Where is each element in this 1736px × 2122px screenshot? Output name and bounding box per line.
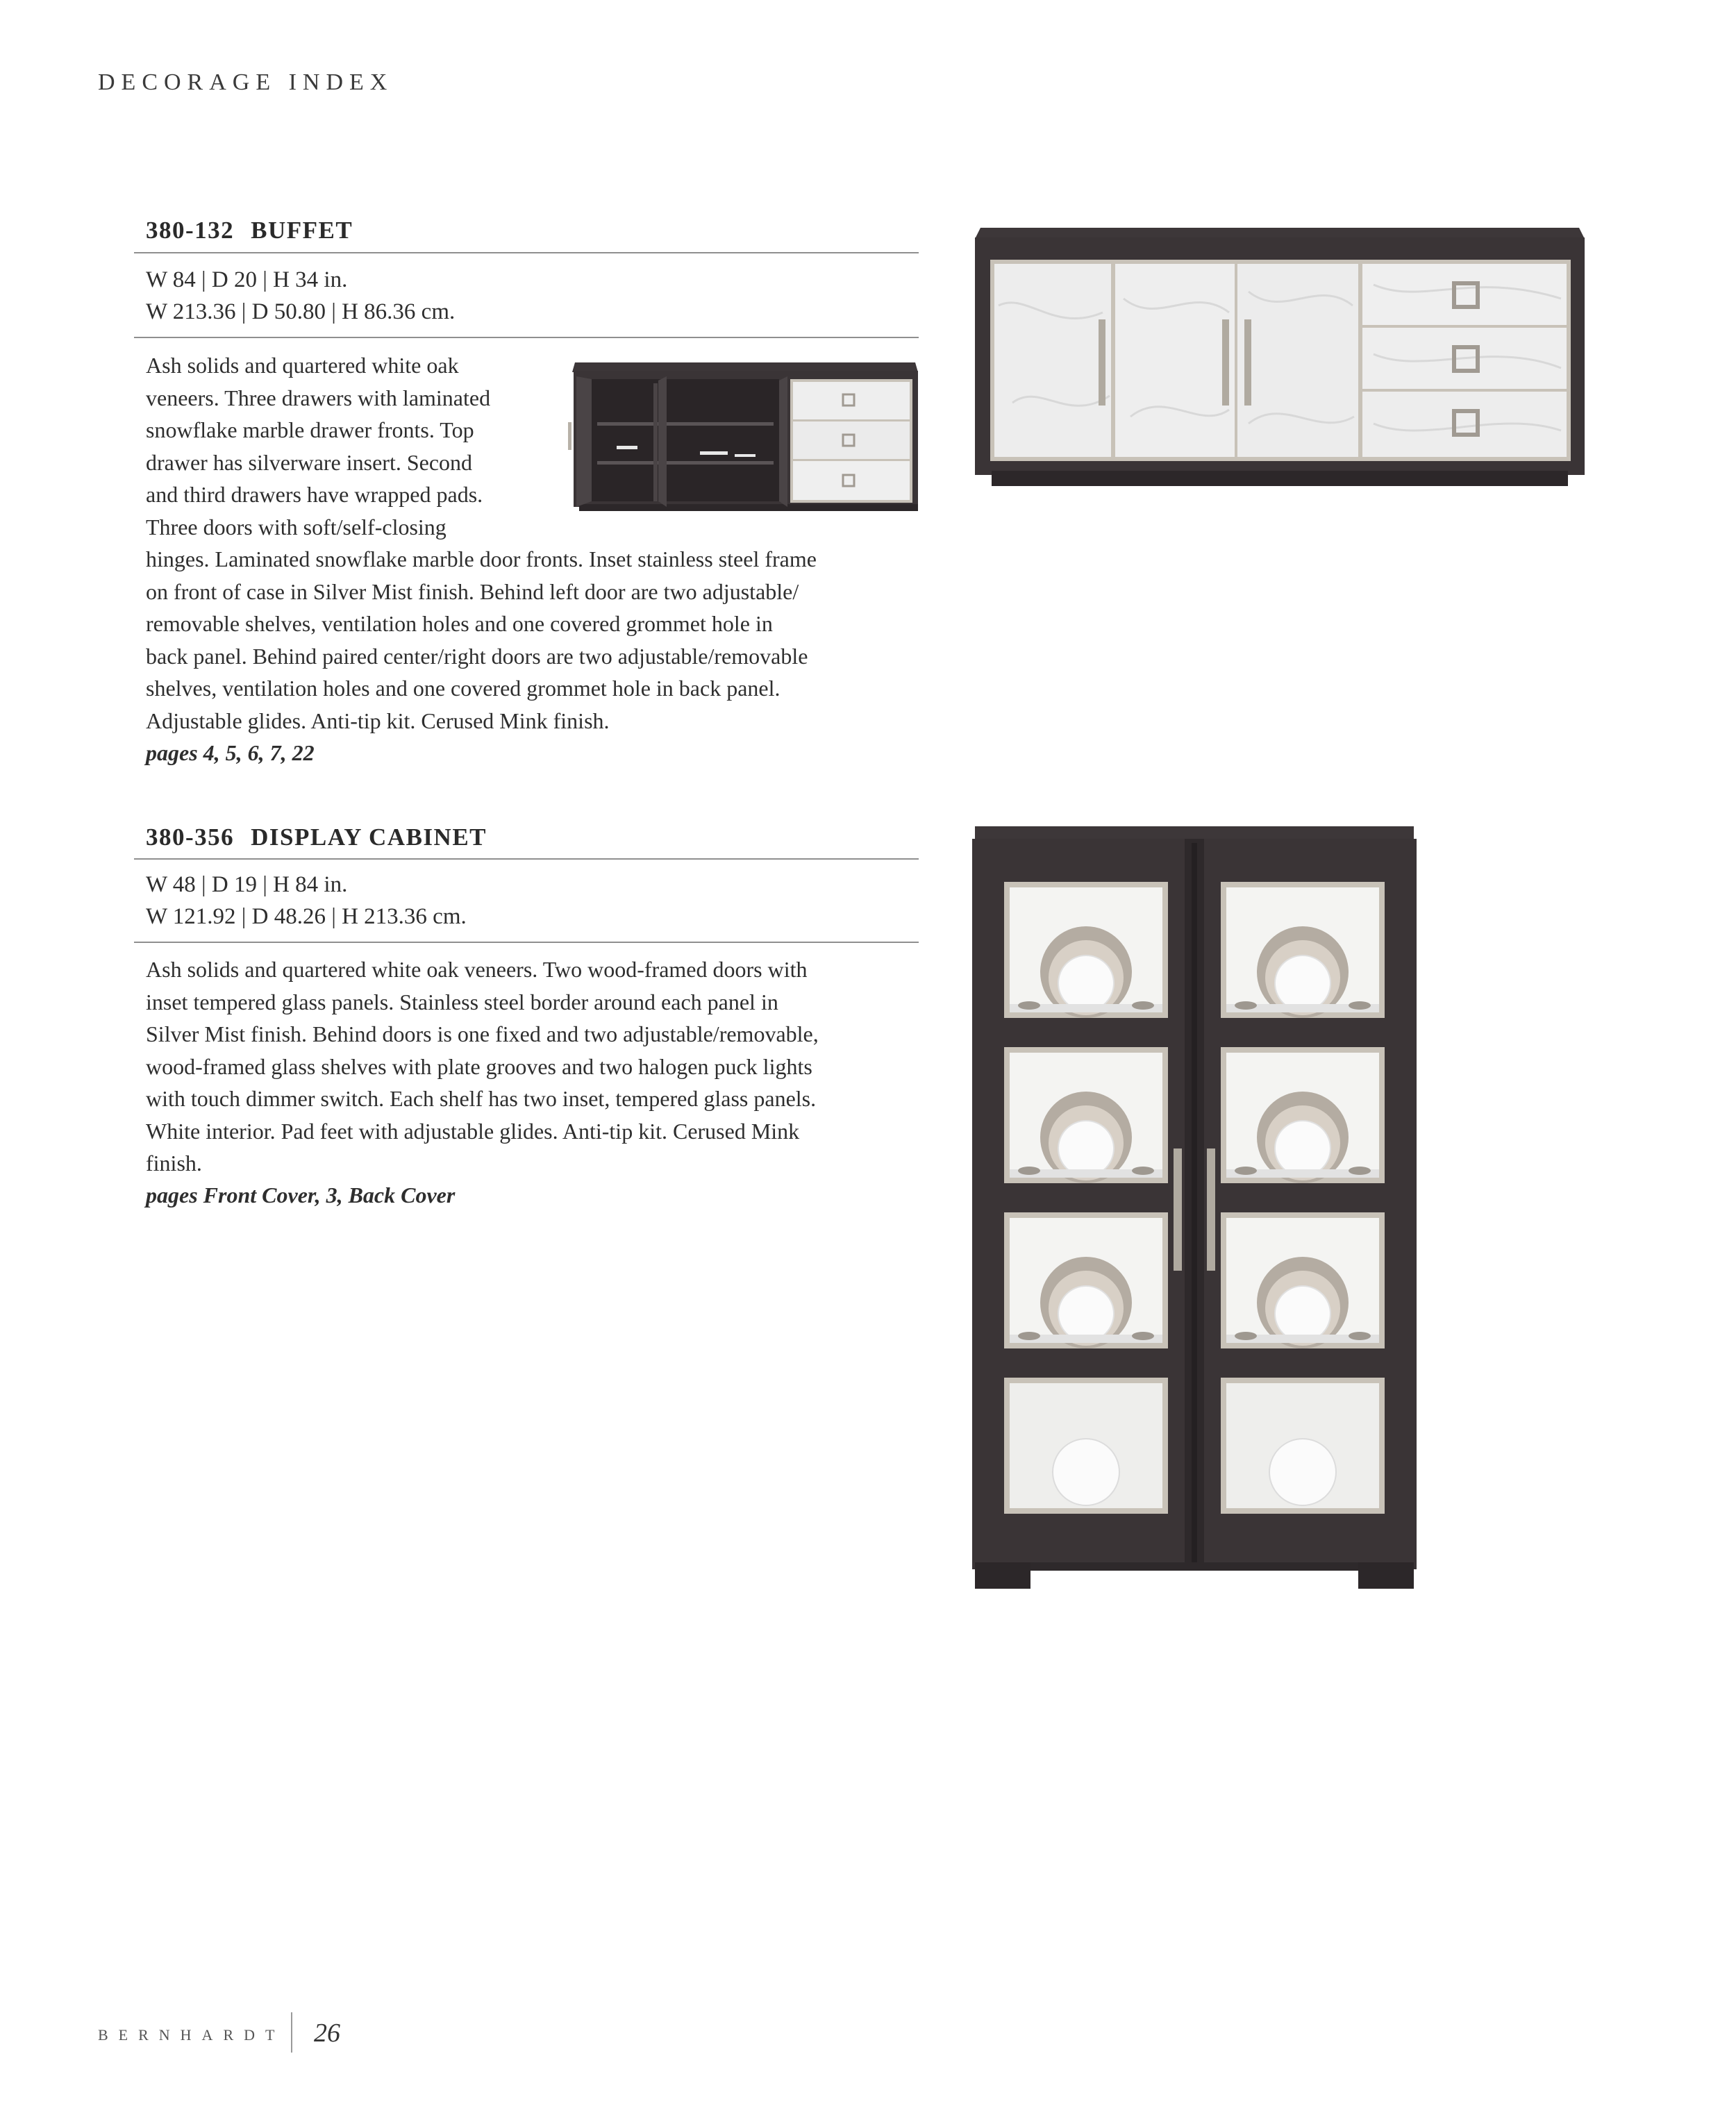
buffet-dimensions-cm: W 213.36 | D 50.80 | H 86.36 cm.: [146, 299, 456, 324]
cabinet-dimensions-cm: W 121.92 | D 48.26 | H 213.36 cm.: [146, 904, 467, 929]
buffet-heading: [146, 217, 353, 244]
buffet-pages: pages 4, 5, 6, 7, 22: [146, 740, 315, 765]
cabinet-desc-line: White interior. Pad feet with adjustable glides. Anti-tip kit. Cerused Mink: [146, 1118, 800, 1144]
buffet-desc-line: on front of case in Silver Mist finish. Behind left door are two adjustable/: [146, 578, 799, 604]
buffet-desc-line: hinges. Laminated snowflake marble door fronts. Inset stainless steel frame: [146, 546, 817, 571]
buffet-desc-line: Adjustable glides. Anti-tip kit. Cerused Mink finish.: [146, 708, 610, 733]
cabinet-dimensions-in: W 48 | D 19 | H 84 in.: [146, 872, 348, 897]
buffet-desc-line: removable shelves, ventilation holes and one covered grommet hole in: [146, 611, 773, 636]
buffet-desc-line: back panel. Behind paired center/right doors are two adjustable/removable: [146, 643, 808, 669]
buffet-dimensions-rule: [134, 337, 919, 338]
buffet-desc-line: drawer has silverware insert. Second: [146, 449, 473, 475]
cabinet-heading: [146, 824, 487, 851]
buffet-desc-line: snowflake marble drawer fronts. Top: [146, 417, 474, 442]
page-header-title: DECORAGE INDEX: [98, 69, 394, 95]
buffet-desc-line: Three doors with soft/self-closing: [146, 514, 446, 540]
buffet-desc-line: Ash solids and quartered white oak: [146, 353, 459, 378]
cabinet-dimensions-rule: [134, 942, 919, 943]
buffet-heading-rule: [134, 252, 919, 253]
cabinet-pages: pages Front Cover, 3, Back Cover: [146, 1183, 456, 1208]
cabinet-desc-line: Silver Mist finish. Behind doors is one fixed and two adjustable/removable,: [146, 1021, 819, 1046]
footer-divider: [291, 2012, 292, 2053]
buffet-open-image: [561, 358, 922, 514]
cabinet-desc-line: with touch dimmer switch. Each shelf has two inset, tempered glass panels.: [146, 1086, 817, 1111]
buffet-desc-line: and third drawers have wrapped pads.: [146, 482, 483, 507]
cabinet-desc-line: Ash solids and quartered white oak veneers. Two wood-framed doors with: [146, 957, 808, 982]
display-cabinet-image: [972, 826, 1417, 1590]
buffet-dimensions-in: W 84 | D 20 | H 34 in.: [146, 267, 348, 292]
buffet-name: BUFFET: [251, 217, 353, 244]
cabinet-description: [146, 953, 819, 1180]
cabinet-desc-line: wood-framed glass shelves with plate grooves and two halogen puck lights: [146, 1053, 812, 1079]
footer-brand: BERNHARDT: [98, 2026, 285, 2044]
page-number: 26: [314, 2019, 340, 2048]
buffet-desc-line: shelves, ventilation holes and one covered grommet hole in back panel.: [146, 676, 781, 701]
cabinet-name: DISPLAY CABINET: [251, 824, 487, 851]
cabinet-desc-line: finish.: [146, 1151, 202, 1176]
buffet-desc-line: veneers. Three drawers with laminated: [146, 385, 491, 410]
cabinet-desc-line: inset tempered glass panels. Stainless steel border around each panel in: [146, 989, 778, 1014]
cabinet-number: 380-356: [146, 824, 235, 851]
cabinet-heading-rule: [134, 858, 919, 860]
buffet-front-image: [971, 222, 1589, 489]
buffet-number: 380-132: [146, 217, 235, 244]
